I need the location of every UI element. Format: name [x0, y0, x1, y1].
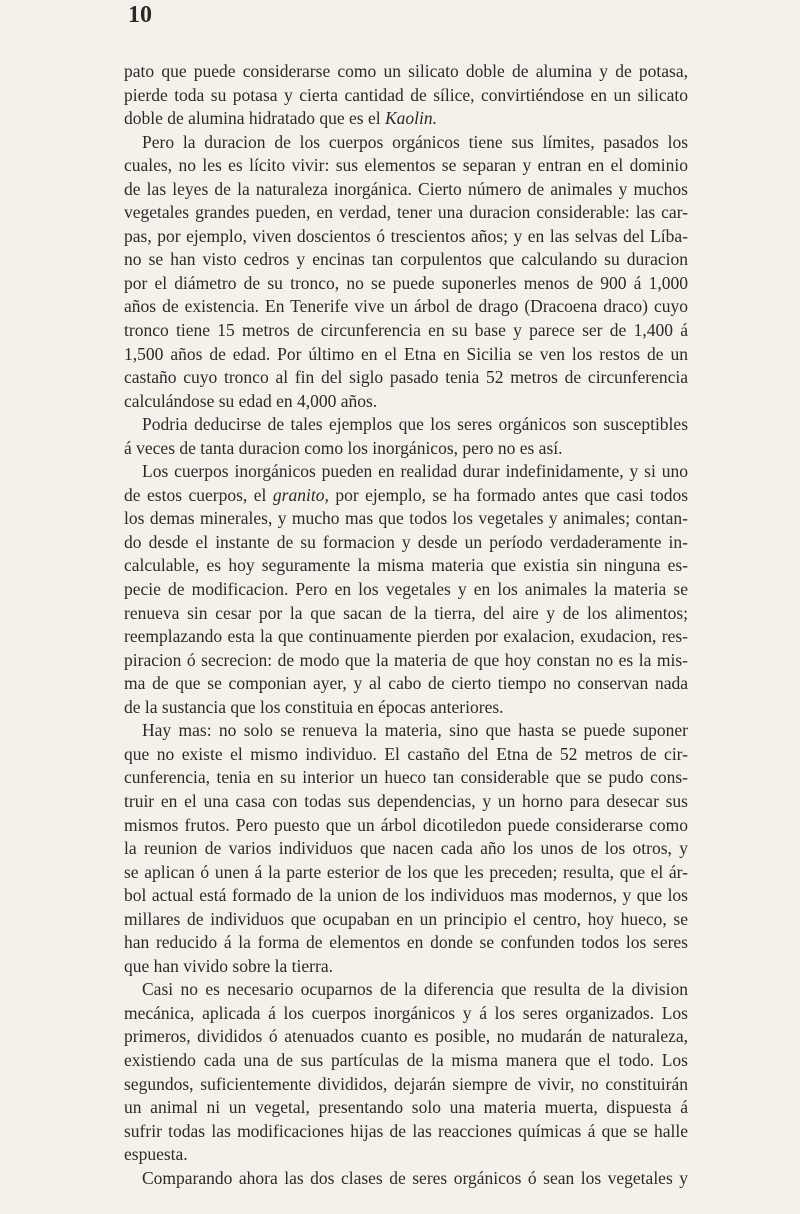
text-line-content: tronco tiene 15 metros de circunferencia en su base y parece ser de 1,400 á	[124, 320, 688, 341]
text-line-content: mecánica, aplicada á los cuerpos inorgánicos y á los seres organizados. Los	[124, 1002, 688, 1023]
text-line-content: primeros, divididos ó atenuados cuanto es posible, no mudarán de naturaleza,	[124, 1026, 688, 1047]
text-line-content: pas, por ejemplo, viven doscientos ó trescientos años; y en las selvas del Líba-	[124, 225, 688, 246]
text-line-content: calculable, es hoy seguramente la misma materia que existia sin ninguna es-	[124, 555, 688, 576]
text-line	[124, 672, 688, 696]
text-line	[124, 272, 688, 296]
text-line-content: pierde toda su potasa y cierta cantidad de sílice, convirtiéndose en un silicato	[124, 84, 688, 105]
italic-term: Kaolin.	[384, 108, 437, 129]
text-line-content: que no existe el mismo individuo. El castaño del Etna de 52 metros de cir-	[124, 743, 688, 764]
text-line	[124, 531, 688, 555]
text-line-content: sufrir todas las modificaciones hijas de las reacciones químicas á que se halle	[124, 1120, 688, 1141]
text-line-content: Casi no es necesario ocuparnos de la diferencia que resulta de la division	[142, 979, 688, 1000]
text-line	[124, 460, 688, 484]
text-line-content: han reducido á la forma de elementos en donde se confunden todos los seres	[124, 932, 688, 953]
text-line-content: de las leyes de la naturaleza inorgánica. Cierto número de animales y muchos	[124, 178, 688, 199]
text-line-content: la reunion de varios individuos que nacen cada año los unos de los otros, y	[124, 838, 688, 859]
text-line-content: do desde el instante de su formacion y desde un período verdaderamente in-	[124, 531, 688, 552]
text-line	[124, 1002, 688, 1026]
text-line	[124, 625, 688, 649]
text-line-content: años de existencia. En Tenerife vive un árbol de drago (Dracoena draco) cuyo	[124, 296, 688, 317]
text-line	[124, 955, 688, 979]
text-line	[124, 743, 688, 767]
text-line	[124, 931, 688, 955]
text-line	[124, 814, 688, 838]
text-line	[124, 790, 688, 814]
text-line-content: cunferencia, tenia en su interior un hueco tan considerable que se pudo cons-	[124, 767, 688, 788]
text-line-content: reemplazando esta la que continuamente pierden por exalacion, exudacion, res-	[124, 626, 688, 647]
text-line	[124, 225, 688, 249]
text-line	[124, 837, 688, 861]
text-line	[124, 107, 688, 131]
text-line	[124, 131, 688, 155]
text-line-content: truir en el una casa con todas sus dependencias, y un horno para desecar sus	[124, 790, 688, 811]
text-line	[124, 766, 688, 790]
text-line	[124, 649, 688, 673]
text-line	[124, 978, 688, 1002]
text-line	[124, 507, 688, 531]
text-line	[124, 1096, 688, 1120]
text-line	[124, 602, 688, 626]
text-line	[124, 154, 688, 178]
text-line	[124, 366, 688, 390]
text-line-content: de la sustancia que los constituia en épocas anteriores.	[124, 696, 504, 717]
text-line	[124, 884, 688, 908]
text-line	[124, 1049, 688, 1073]
text-line	[124, 437, 688, 461]
text-line-content: segundos, suficientemente divididos, dejarán siempre de vivir, no constituirán	[124, 1073, 688, 1094]
text-line	[124, 1025, 688, 1049]
text-line-content: pecie de modificacion. Pero en los vegetales y en los animales la materia se	[124, 579, 688, 600]
text-line	[124, 1167, 688, 1191]
text-line	[124, 908, 688, 932]
text-line-content: ma de que se componian ayer, y al cabo de cierto tiempo no conservan nada	[124, 673, 688, 694]
text-line-content: millares de individuos que ocupaban en un principio el centro, hoy hueco, se	[124, 908, 688, 929]
text-line-content: existiendo cada una de sus partículas de la misma manera que el todo. Los	[124, 1049, 688, 1070]
text-line-content: un animal ni un vegetal, presentando solo una materia muerta, dispuesta á	[124, 1097, 688, 1118]
text-line	[124, 578, 688, 602]
text-line	[124, 84, 688, 108]
text-line	[124, 413, 688, 437]
text-line-content: por el diámetro de su tronco, no se puede suponerles menos de 900 á 1,000	[124, 272, 688, 293]
text-line-content: castaño cuyo tronco al fin del siglo pasado tenia 52 metros de circunferencia	[124, 367, 688, 388]
text-line-content: 1,500 años de edad. Por último en el Etna en Sicilia se ven los restos de un	[124, 343, 688, 364]
text-line	[124, 178, 688, 202]
text-line-content: cuales, no les es lícito vivir: sus elementos se separan y entran en el dominio	[124, 155, 688, 176]
text-line-content: Comparando ahora las dos clases de seres orgánicos ó sean los vegetales y	[142, 1167, 688, 1188]
text-line-content: pato que puede considerarse como un silicato doble de alumina y de potasa,	[124, 61, 688, 81]
text-line-content: renueva sin cesar por la que sacan de la tierra, del aire y de los alimentos;	[124, 602, 688, 623]
text-line	[124, 861, 688, 885]
text-line	[124, 295, 688, 319]
text-line-content: los demas minerales, y mucho mas que todos los vegetales y animales; contan-	[124, 508, 688, 529]
text-line-content: doble de alumina hidratado que es el	[124, 108, 381, 129]
text-line	[124, 484, 688, 508]
text-line-content: Podria deducirse de tales ejemplos que los seres orgánicos son susceptibles	[142, 414, 688, 435]
text-line-content: se aplican ó unen á la parte esterior de los que les preceden; resulta, que el ár-	[124, 861, 688, 882]
text-line	[124, 1143, 688, 1167]
text-line-content: á veces de tanta duracion como los inorgánicos, pero no es así.	[124, 437, 563, 458]
text-line	[124, 1073, 688, 1097]
text-line-content: bol actual está formado de la union de los individuos mas modernos, y que los	[124, 885, 688, 906]
text-line	[124, 696, 688, 720]
text-line-content: calculándose su edad en 4,000 años.	[124, 390, 378, 411]
text-line-content: Pero la duracion de los cuerpos orgánicos tiene sus límites, pasados los	[142, 131, 688, 152]
text-line-continuation: por ejemplo, se ha formado antes que casi todos	[335, 484, 689, 505]
text-line	[124, 390, 688, 414]
text-line-content: Los cuerpos inorgánicos pueden en realidad durar indefinidamente, y si uno	[142, 461, 688, 482]
text-line-content: vegetales grandes pueden, en verdad, tener una duracion considerable: las car-	[124, 202, 688, 223]
body-text	[124, 60, 688, 1190]
text-line-content: piracion ó secrecion: de modo que la materia de que hoy constan no es la mis-	[124, 649, 688, 670]
text-line	[124, 343, 688, 367]
text-line-content: espuesta.	[124, 1144, 188, 1165]
page-number: 10	[128, 2, 152, 28]
text-line	[124, 319, 688, 343]
text-line-content: mismos frutos. Pero puesto que un árbol dicotiledon puede considerarse como	[124, 814, 688, 835]
italic-term: granito,	[272, 484, 329, 505]
text-line-content: no se han visto cedros y encinas tan corpulentos que calculando su duracion	[124, 249, 688, 270]
text-line	[124, 719, 688, 743]
text-line-content: Hay mas: no solo se renueva la materia, sino que hasta se puede suponer	[142, 720, 688, 741]
text-line-content: que han vivido sobre la tierra.	[124, 955, 333, 976]
text-line	[124, 1120, 688, 1144]
text-line	[124, 201, 688, 225]
text-line	[124, 554, 688, 578]
text-line	[124, 60, 688, 84]
text-line-content: de estos cuerpos, el	[124, 484, 267, 505]
text-line	[124, 248, 688, 272]
